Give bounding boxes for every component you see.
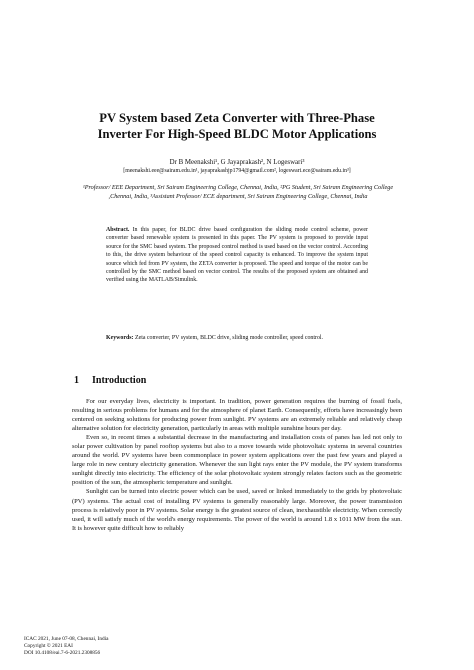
section-number: 1 xyxy=(74,375,79,386)
abstract-label: Abstract. xyxy=(106,227,130,233)
author-affiliations: ¹Professor/ EEE Department, Sri Sairam Engineering College, Chennai, India, ²PG Student, Sri Sairam Engineering College ,Chennai, India, ³Assistant Professor/ ECE department, Sri Sairam Engineering College, Chennai, India xyxy=(82,184,394,200)
keywords-text: Zeta converter, PV system, BLDC drive, sliding mode controller, speed control. xyxy=(134,335,324,341)
keywords-label: Keywords: xyxy=(106,335,134,341)
body-paragraph: For our everyday lives, electricity is important. In tradition, power generation requires the burning of fossil fuels, resulting in serious problems for humans and for the atmosphere of planet Earth. Consequently, efforts have increasingly been centered on seeking solutions for producing power from sunlight. PV systems are an extremely reliable and relatively cheap alternative solution for electricity generation, particularly in areas with multiple sunshine hours per day. xyxy=(72,398,402,433)
footer-copyright: Copyright © 2021 EAI xyxy=(24,643,73,650)
title-line-2: Inverter For High-Speed BLDC Motor Applications xyxy=(97,127,377,141)
page-footer xyxy=(24,636,274,658)
author-emails: [meenakshi.eee@sairam.edu.in¹, jayaprakashjp1794@gmail.com², logeswari.ece@sairam.edu.in³] xyxy=(123,168,351,174)
section-title: Introduction xyxy=(92,375,147,386)
abstract-text: In this paper, for BLDC drive based configuration the sliding mode control scheme, power converter based renewable system is presented in this paper. The PV system is proposed to provide input source for the SMC based system. The proposed control method is used based on the vector control. According to this, the drive system behaviour of the speed control capacity is enhanced. To improve the system input source which fed from PV system, the ZETA converter is proposed. The speed and torque of the motor can be controlled by the SMC method based on vector control. The results of the proposed system are obtained and verified using the MATLAB/Simulink. xyxy=(106,227,368,284)
body-paragraph: Sunlight can be turned into electric power which can be used, saved or linked immediately to the grids by photovoltaic (PV) systems. The actual cost of installing PV systems is generally reasonably large. Moreover, the power transmission process is relatively poor in PV systems. Solar energy is the greatest source of clean, inexhaustible electricity. When correctly used, it will satisfy much of the world's energy requirements. The power of the world is around 1.8 x 1011 MW from the sun. It is however quite difficult how to reliably xyxy=(72,488,402,532)
title-line-1: PV System based Zeta Converter with Three-Phase xyxy=(99,111,375,125)
body-paragraph: Even so, in recent times a substantial decrease in the manufacturing and installation costs of panes has led not only to solar power cultivation by panel rooftop systems but also to a move towards wide photovoltaic systems in several countries around the world. PV systems have been commonplace in power system applications over the past few years and played a large role in new century electricity generation. Whenever the sun light rays enter the PV module, the PV system transforms sunlight directly into electricity. The efficiency of the solar photovoltaic system strongly relates factors such as the geometric position of the sun, the atmospheric temperature and sunlight. xyxy=(72,434,402,487)
paper-title xyxy=(60,110,414,142)
author-list: Dr B Meenakshi¹, G Jayaprakash², N Logeswari³ xyxy=(169,159,305,166)
footer-doi: DOI 10.4108/eai.7-6-2021.2308856 xyxy=(24,650,101,657)
keywords xyxy=(106,334,368,342)
introduction-body xyxy=(72,397,402,533)
abstract xyxy=(106,226,368,285)
footer-conference: ICAC 2021, June 07-08, Chennai, India xyxy=(24,636,109,642)
section-heading-introduction xyxy=(74,375,404,387)
